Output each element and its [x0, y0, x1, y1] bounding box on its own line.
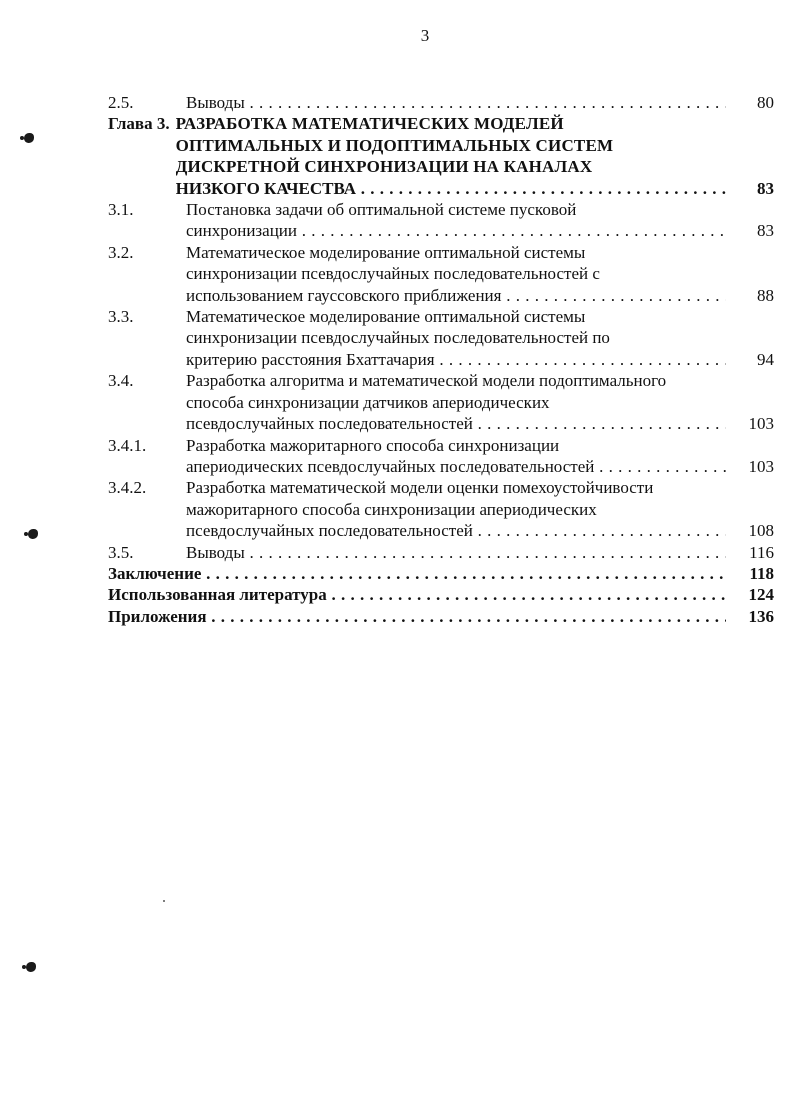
toc-entry-title	[186, 435, 726, 478]
toc-entry-title-line: Разработка мажоритарного способа синхронизации	[186, 435, 560, 455]
page-number: 3	[420, 26, 430, 45]
toc-entry-page: 118	[749, 563, 774, 583]
toc-entry-title-line: псевдослучайных последовательностей	[186, 521, 473, 541]
toc-entry-title	[108, 606, 726, 627]
table-of-contents	[108, 92, 774, 627]
toc-entry-title-line: мажоритарного способа синхронизации апериодических	[186, 499, 597, 519]
toc-entry-title-line: Заключение	[108, 563, 202, 583]
toc-entry-page: 108	[748, 521, 774, 541]
toc-entry	[108, 542, 774, 563]
toc-entry	[108, 435, 774, 478]
toc-entry-number: 3.4.	[108, 371, 134, 391]
toc-entry-title-line: ДИСКРЕТНОЙ СИНХРОНИЗАЦИИ НА КАНАЛАХ	[175, 157, 593, 177]
toc-entry-title-line: ОПТИМАЛЬНЫХ И ПОДОПТИМАЛЬНЫХ СИСТЕМ	[175, 135, 614, 155]
dot-leader	[207, 607, 726, 626]
toc-entry-title-line: Выводы	[186, 93, 245, 112]
toc-entry-title-line: НИЗКОГО КАЧЕСТВА	[175, 178, 357, 198]
toc-entry-title-line: Разработка алгоритма и математической модели подоптимального	[186, 371, 667, 391]
dot-leader	[473, 521, 726, 540]
toc-entry	[108, 306, 774, 370]
toc-entry-title-line: РАЗРАБОТКА МАТЕМАТИЧЕСКИХ МОДЕЛЕЙ	[175, 114, 564, 134]
dot-leader	[297, 221, 726, 240]
toc-entry-title	[186, 542, 726, 563]
toc-entry-page: 88	[757, 285, 774, 305]
toc-entry-title	[186, 92, 726, 113]
toc-entry-title	[186, 477, 726, 541]
punch-hole-mark	[28, 529, 38, 539]
toc-entry-page: 83	[757, 221, 774, 241]
dot-leader	[594, 457, 726, 476]
toc-entry-number: 3.4.2.	[108, 478, 147, 498]
toc-entry-title-line: Разработка математической модели оценки помехоустойчивости	[186, 478, 654, 498]
toc-entry-title-line: синхронизации	[186, 221, 297, 241]
toc-entry	[108, 606, 774, 627]
dot-leader	[501, 286, 726, 305]
toc-entry-title-line: Постановка задачи об оптимальной системе пусковой	[186, 200, 577, 220]
toc-entry-title-line: критерию расстояния Бхаттачария	[186, 349, 435, 369]
toc-entry-page: 136	[748, 606, 774, 626]
toc-entry-page: 103	[748, 414, 774, 434]
toc-entry-title-line: Выводы	[186, 542, 245, 562]
toc-entry-title-line: способа синхронизации датчиков апериодических	[186, 392, 550, 412]
toc-entry-title-line: Использованная литература	[108, 585, 327, 605]
toc-entry	[108, 370, 774, 434]
dot-leader	[473, 414, 726, 433]
toc-entry-title-line: псевдослучайных последовательностей	[186, 414, 473, 434]
toc-entry	[108, 477, 774, 541]
toc-entry-number: 2.5.	[108, 93, 134, 112]
toc-entry-page: 124	[748, 585, 774, 605]
toc-entry-number: 3.3.	[108, 307, 134, 327]
dot-leader	[245, 543, 726, 562]
dot-leader	[435, 350, 726, 369]
toc-entry-title	[176, 113, 726, 199]
toc-entry	[108, 92, 774, 113]
toc-entry	[108, 584, 774, 605]
toc-entry-number: 3.2.	[108, 242, 134, 262]
dot-leader	[201, 564, 726, 583]
dot-leader	[245, 93, 726, 112]
punch-hole-mark	[24, 133, 34, 143]
toc-entry-title	[186, 199, 726, 242]
toc-entry-title-line: синхронизации псевдослучайных последовательностей по	[186, 328, 610, 348]
dot-leader	[327, 585, 726, 604]
toc-entry-title	[186, 242, 726, 306]
toc-entry-title-line: Математическое моделирование оптимальной системы	[186, 307, 586, 327]
toc-entry-number: Глава 3.	[108, 114, 170, 134]
toc-entry-page: 83	[757, 178, 774, 198]
toc-entry-number: 3.5.	[108, 542, 134, 562]
toc-entry-number: 3.4.1.	[108, 435, 147, 455]
toc-entry-title-line: использованием гауссовского приближения	[186, 285, 502, 305]
toc-entry	[108, 113, 774, 199]
toc-entry-title	[108, 563, 726, 584]
toc-entry	[108, 199, 774, 242]
toc-entry-number: 3.1.	[108, 200, 134, 220]
toc-entry-title	[186, 370, 726, 434]
toc-entry-page: 103	[748, 456, 774, 476]
toc-entry-title	[108, 584, 726, 605]
toc-entry-page: 94	[757, 349, 774, 369]
toc-entry-page: 116	[749, 542, 774, 562]
toc-entry-title-line: апериодических псевдослучайных последовательностей	[186, 456, 595, 476]
punch-hole-mark	[26, 962, 36, 972]
toc-entry-page: 80	[757, 93, 774, 112]
toc-entry-title-line: синхронизации псевдослучайных последовательностей с	[186, 264, 600, 284]
toc-entry-title	[186, 306, 726, 370]
toc-entry-title-line: Приложения	[108, 606, 207, 626]
toc-entry	[108, 242, 774, 306]
dot-leader	[356, 179, 726, 198]
scan-speck	[163, 900, 165, 902]
toc-entry-title-line: Математическое моделирование оптимальной системы	[186, 242, 586, 262]
toc-entry	[108, 563, 774, 584]
